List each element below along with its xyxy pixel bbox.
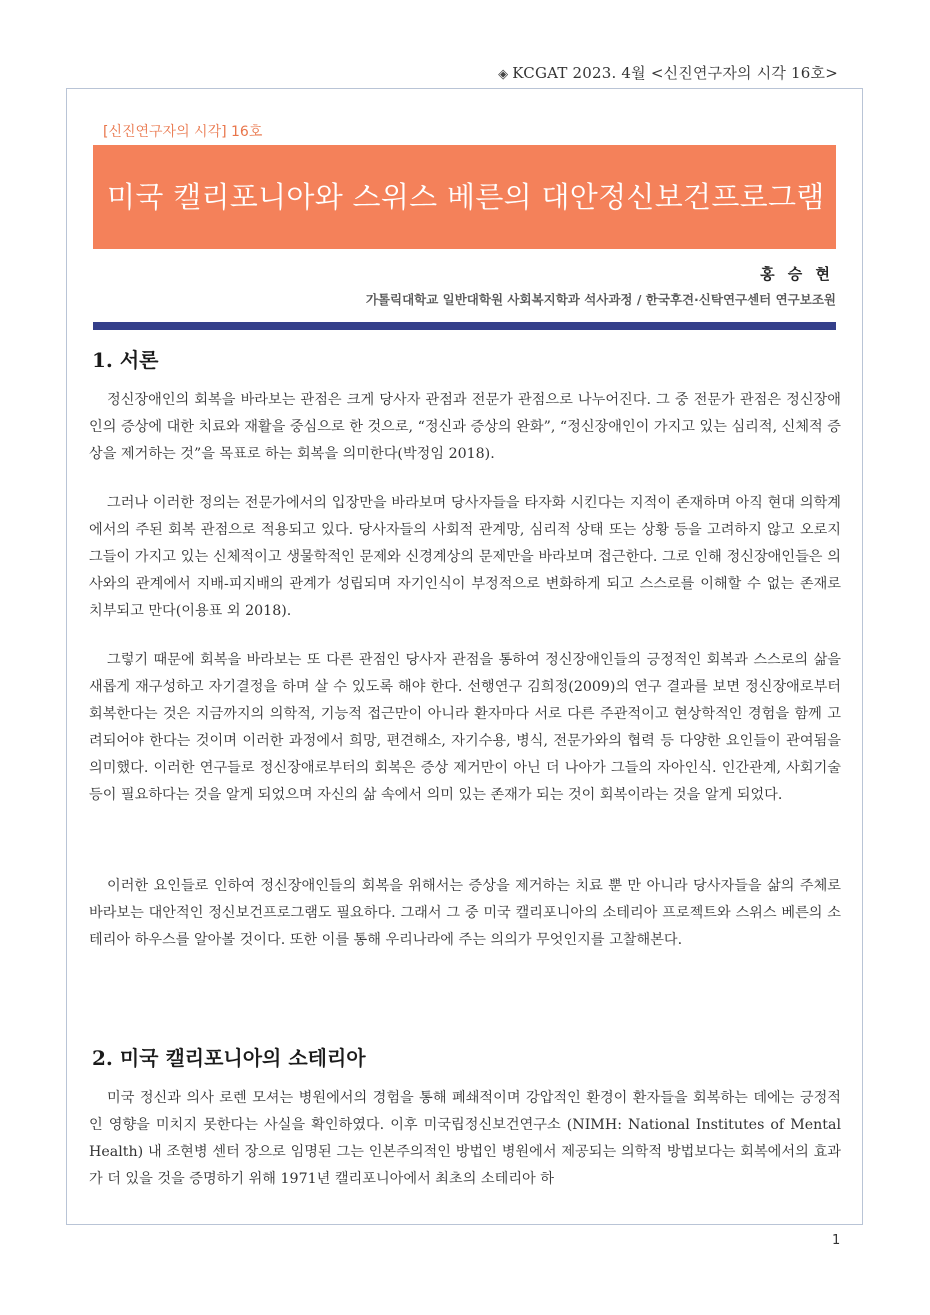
author-name: 홍 승 현 (760, 265, 834, 283)
intro-paragraph-4: 이러한 요인들로 인하여 정신장애인들의 회복을 위해서는 증상을 제거하는 치료 뿐 만 아니라 당사자들을 삶의 주체로 바라보는 대안적인 정신보건프로그램도 필요하다. 그래서 그 중 미국 캘리포니아의 소테리아 프로젝트와 스위스 베른의 소테리아 하우스를 알아볼 것이다. 또한 이를 통해 우리나라에 주는 의의가 무엇인지를 고찰해본다. (89, 878, 841, 948)
california-paragraph-1: 미국 정신과 의사 로렌 모셔는 병원에서의 경험을 통해 폐쇄적이며 강압적인 환경이 환자들을 회복하는 데에는 긍정적인 영향을 미치지 못한다는 사실을 확인하였다. 이후 미국립정신보건연구소 (NIMH: National Institutes of Mental Health) 내 조현병 센터 장으로 임명된 그는 인본주의적인 방법인 병원에서 제공되는 의학적 방법보다는 회복에서의 효과가 더 있을 것을 증명하기 위해 1971년 캘리포니아에서 최초의 소테리아 하 (89, 1090, 841, 1187)
author-affiliation: 가톨릭대학교 일반대학원 사회복지학과 석사과정 / 한국후견·신탁연구센터 연구보조원 (365, 292, 836, 307)
title-banner (93, 145, 836, 249)
section-heading-intro: 1. 서론 (92, 348, 159, 372)
series-label: [신진연구자의 시각] 16호 (103, 124, 263, 140)
section-heading-california: 2. 미국 캘리포니아의 소테리아 (92, 1046, 366, 1070)
diamond-bullet-icon: ◈ (498, 67, 509, 82)
title-divider (93, 322, 836, 330)
running-head-text: KCGAT 2023. 4월 <신진연구자의 시각 16호> (512, 64, 838, 82)
page-number: 1 (832, 1233, 841, 1248)
intro-paragraph-2: 그러나 이러한 정의는 전문가에서의 입장만을 바라보며 당사자들을 타자화 시킨다는 지적이 존재하며 아직 현대 의학계에서의 주된 회복 관점으로 적용되고 있다. 당사자들의 사회적 관계망, 심리적 상태 또는 상황 등을 고려하지 않고 오로지 그들이 가지고 있는 신체적이고 생물학적인 문제와 신경계상의 문제만을 바라보며 접근한다. 그로 인해 정신장애인들은 의사와의 관계에서 지배-피지배의 관계가 성립되며 자기인식이 부정적으로 변화하게 되고 스스로를 이해할 수 없는 존재로 치부되고 만다(이용표 외 2018). (89, 495, 841, 619)
article-title: 미국 캘리포니아와 스위스 베른의 대안정신보건프로그램 (107, 180, 825, 214)
intro-paragraph-1: 정신장애인의 회복을 바라보는 관점은 크게 당사자 관점과 전문가 관점으로 나누어진다. 그 중 전문가 관점은 정신장애인의 증상에 대한 치료와 재활을 중심으로 한 것으로, “정신과 증상의 완화”, “정신장애인이 가지고 있는 심리적, 신체적 증상을 제거하는 것”을 목표로 하는 회복을 의미한다(박정임 2018). (89, 392, 841, 462)
intro-paragraph-3: 그렇기 때문에 회복을 바라보는 또 다른 관점인 당사자 관점을 통하여 정신장애인들의 긍정적인 회복과 스스로의 삶을 새롭게 재구성하고 자기결정을 하며 살 수 있도록 해야 한다. 선행연구 김희정(2009)의 연구 결과를 보면 정신장애로부터 회복한다는 것은 지금까지의 의학적, 기능적 접근만이 아니라 환자마다 서로 다른 주관적이고 현상학적인 경험을 함께 고려되어야 한다는 것이며 이러한 과정에서 희망, 편견해소, 자기수용, 병식, 전문가와의 협력 등 다양한 요인들이 관여됨을 의미했다. 이러한 연구들로 정신장애로부터의 회복은 증상 제거만이 아닌 더 나아가 그들의 자아인식. 인간관계, 사회기술 등이 필요하다는 것을 알게 되었으며 자신의 삶 속에서 의미 있는 존재가 되는 것이 회복이라는 것을 알게 되었다. (89, 652, 841, 803)
running-head (498, 62, 838, 83)
